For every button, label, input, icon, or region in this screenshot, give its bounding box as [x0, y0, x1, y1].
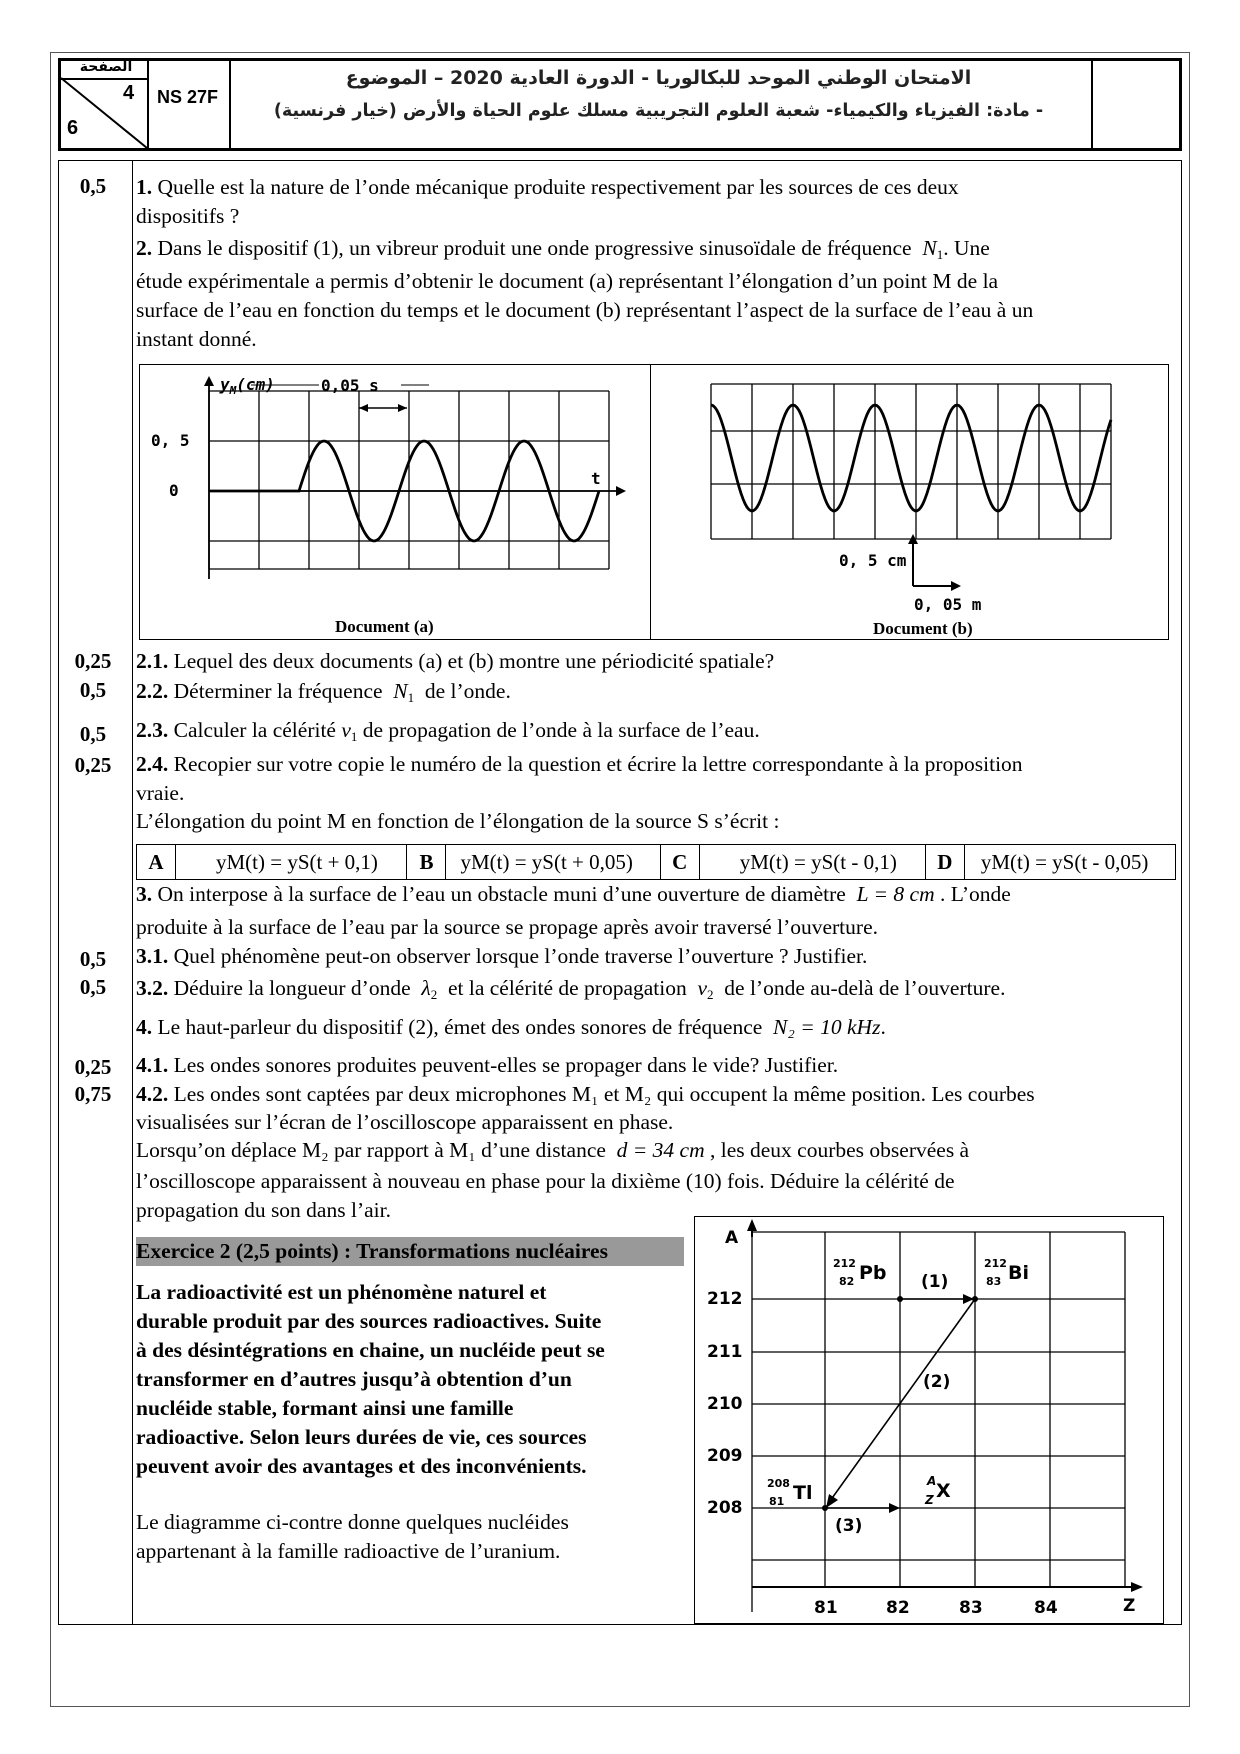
page-label: الصفحة [79, 59, 133, 75]
q41: 4.1. Les ondes sonores produites peuvent-elles se propager dans le vide? Justifier. [136, 1053, 839, 1077]
nuclide-bi [984, 1257, 1029, 1288]
axis-a-label: A [725, 1228, 739, 1248]
option-formula: yM(t) = yS(t - 0,05) [964, 845, 1175, 880]
caption-a: Document (a) [335, 617, 434, 636]
q3-line2: produite à la surface de l’eau par la source se propage après avoir traversé l’ouverture. [136, 915, 878, 939]
q42-line1: 4.2. Les ondes sont captées par deux microphones M₁ et M₂ qui occupent la même position. Les courbes [136, 1082, 1035, 1106]
svg-text:Bi: Bi [1008, 1262, 1029, 1284]
nuclear-diagram [694, 1216, 1164, 1624]
svg-text:Z: Z [925, 1493, 934, 1507]
points-q21: 0,25 [74, 649, 112, 673]
caption-b: Document (b) [873, 619, 973, 638]
points-q42: 0,75 [74, 1082, 112, 1106]
q23: 2.3. Calculer la célérité $v_1$ de propagation de l’onde à la surface de l’eau. [136, 718, 760, 744]
points-q32: 0,5 [79, 975, 107, 999]
option-formula: yM(t) = yS(t + 0,1) [176, 845, 407, 880]
exam-subject: - مادة: الفيزياء والكيمياء- شعبة العلوم التجريبية مسلك علوم الحياة والأرض (خيار فرنسية) [273, 101, 1044, 121]
ex2-intro-3: à des désintégrations en chaine, un nucléide peut se [136, 1338, 605, 1362]
arrow-label-1: (1) [921, 1272, 949, 1292]
ex2-intro-2: durable produit par des sources radioactives. Suite [136, 1309, 602, 1333]
q3-line1: 3. On interpose à la surface de l’eau un obstacle muni d’une ouverture de diamètre L = 8 cm . L’onde [136, 882, 1011, 906]
points-q1: 0,5 [79, 174, 107, 198]
svg-text:82: 82 [839, 1275, 855, 1288]
ex2-intro-5: nucléide stable, formant ainsi une famille [136, 1396, 514, 1420]
points-q31: 0,5 [79, 947, 107, 971]
period-label: 0,05 s [321, 376, 379, 395]
svg-text:212: 212 [984, 1257, 1007, 1270]
points-q24: 0,25 [74, 753, 112, 777]
page-number: 4 [123, 82, 135, 104]
z-tick: 84 [1034, 1598, 1058, 1618]
y-tick-0: 0 [169, 481, 179, 500]
arrow-label-3: (3) [835, 1516, 863, 1536]
points-q23: 0,5 [79, 722, 107, 746]
q32: 3.2. Déduire la longueur d’onde $\lambda_2$ et la célérité de propagation $v_2$ de l’onde au-delà de l’ouverture. [136, 976, 1006, 1002]
points-q41: 0,25 [74, 1055, 112, 1079]
vertical-scale: 0, 5 cm [839, 551, 907, 570]
q31: 3.1. Quel phénomène peut-on observer lorsque l’onde traverse l’ouverture ? Justifier. [136, 944, 868, 968]
option-letter: B [407, 845, 446, 880]
y-tick-05: 0, 5 [151, 431, 190, 450]
q2-line4: instant donné. [136, 327, 257, 351]
q24-line1: 2.4. Recopier sur votre copie le numéro de la question et écrire la lettre correspondante à la proposition [136, 752, 1023, 776]
exercise2-title: Exercice 2 (2,5 points) : Transformations nucléaires [136, 1237, 684, 1266]
q42-line3: Lorsqu’on déplace M₂ par rapport à M₁ d’une distance d = 34 cm , les deux courbes observées à [136, 1138, 970, 1162]
q24-line3: L’élongation du point M en fonction de l’élongation de la source S s’écrit : [136, 809, 780, 833]
svg-text:83: 83 [986, 1275, 1002, 1288]
q2-line1: 2. Dans le dispositif (1), un vibreur produit une onde progressive sinusoïdale de fréquence $N_1$. Une [136, 236, 990, 262]
q42-line4: l’oscilloscope apparaissent à nouveau en phase pour la dixième (10) fois. Déduire la célérité de [136, 1169, 955, 1193]
x-label-t: t [591, 469, 601, 488]
q42-line5: propagation du son dans l’air. [136, 1198, 391, 1222]
q21: 2.1. Lequel des deux documents (a) et (b) montre une périodicité spatiale? [136, 649, 775, 673]
a-tick: 209 [707, 1446, 743, 1466]
q1-line2: dispositifs ? [136, 204, 240, 228]
nuclide-tl [767, 1477, 812, 1508]
axis-z-label: Z [1123, 1596, 1136, 1616]
svg-text:A: A [927, 1474, 937, 1488]
exam-header [58, 58, 1182, 151]
svg-text:208: 208 [767, 1477, 790, 1490]
z-tick: 83 [959, 1598, 983, 1618]
svg-text:Tl: Tl [793, 1482, 813, 1504]
svg-text:212: 212 [833, 1257, 856, 1270]
z-tick: 81 [814, 1598, 838, 1618]
document-b-chart [651, 364, 1169, 640]
exam-code: NS 27F [157, 87, 219, 107]
a-tick: 212 [707, 1289, 743, 1309]
surface-curve [711, 405, 1111, 511]
a-tick: 210 [707, 1394, 743, 1414]
option-formula: yM(t) = yS(t - 0,1) [699, 845, 925, 880]
q42-line2: visualisées sur l’écran de l’oscilloscope apparaissent en phase. [136, 1110, 674, 1134]
svg-text:Pb: Pb [859, 1262, 887, 1284]
document-a-chart [139, 364, 650, 640]
svg-text:81: 81 [769, 1495, 785, 1508]
a-tick: 208 [707, 1498, 743, 1518]
z-tick: 82 [886, 1598, 910, 1618]
q2-line3: surface de l’eau en fonction du temps et le document (b) représentant l’aspect de la surface de l’eau à un [136, 298, 1034, 322]
ex2-intro-4: transformer en d’autres jusqu’à obtention d’un [136, 1367, 572, 1391]
exam-title: الامتحان الوطني الموحد للبكالوريا - الدورة العادية 2020 – الموضوع [345, 67, 972, 89]
ex2-intro-6: radioactive. Selon leurs durées de vie, ces sources [136, 1425, 587, 1449]
horizontal-scale: 0, 05 m [914, 595, 982, 614]
option-letter: C [660, 845, 699, 880]
q1-line1: 1. Quelle est la nature de l’onde mécanique produite respectivement par les sources de ces deux [136, 175, 959, 199]
svg-text:X: X [936, 1480, 951, 1502]
arrow-label-2: (2) [923, 1372, 951, 1392]
nuclide-pb [833, 1257, 887, 1288]
ex2-intro-1: La radioactivité est un phénomène naturel et [136, 1280, 547, 1304]
points-q22: 0,5 [79, 678, 107, 702]
options-table [136, 844, 1176, 880]
ex2-intro-7: peuvent avoir des avantages et des inconvénients. [136, 1454, 587, 1478]
ex2-diagram-text-1: Le diagramme ci-contre donne quelques nucléides [136, 1510, 569, 1534]
option-letter: A [137, 845, 176, 880]
option-formula: yM(t) = yS(t + 0,05) [446, 845, 660, 880]
nuclide-x [924, 1474, 951, 1507]
q4: 4. Le haut-parleur du dispositif (2), émet des ondes sonores de fréquence N₂ = 10 kHz. [136, 1015, 886, 1039]
a-tick: 211 [707, 1342, 743, 1362]
q24-line2: vraie. [136, 781, 185, 805]
page-total: 6 [67, 117, 79, 139]
q22: 2.2. Déterminer la fréquence $N_1$ de l’onde. [136, 679, 511, 705]
q2-line2: étude expérimentale a permis d’obtenir le document (a) représentant l’élongation d’un point M de la [136, 269, 999, 293]
ylabel-a: $y_M(cm)$ [220, 375, 275, 397]
ex2-diagram-text-2: appartenant à la famille radioactive de l’uranium. [136, 1539, 561, 1563]
option-letter: D [925, 845, 964, 880]
